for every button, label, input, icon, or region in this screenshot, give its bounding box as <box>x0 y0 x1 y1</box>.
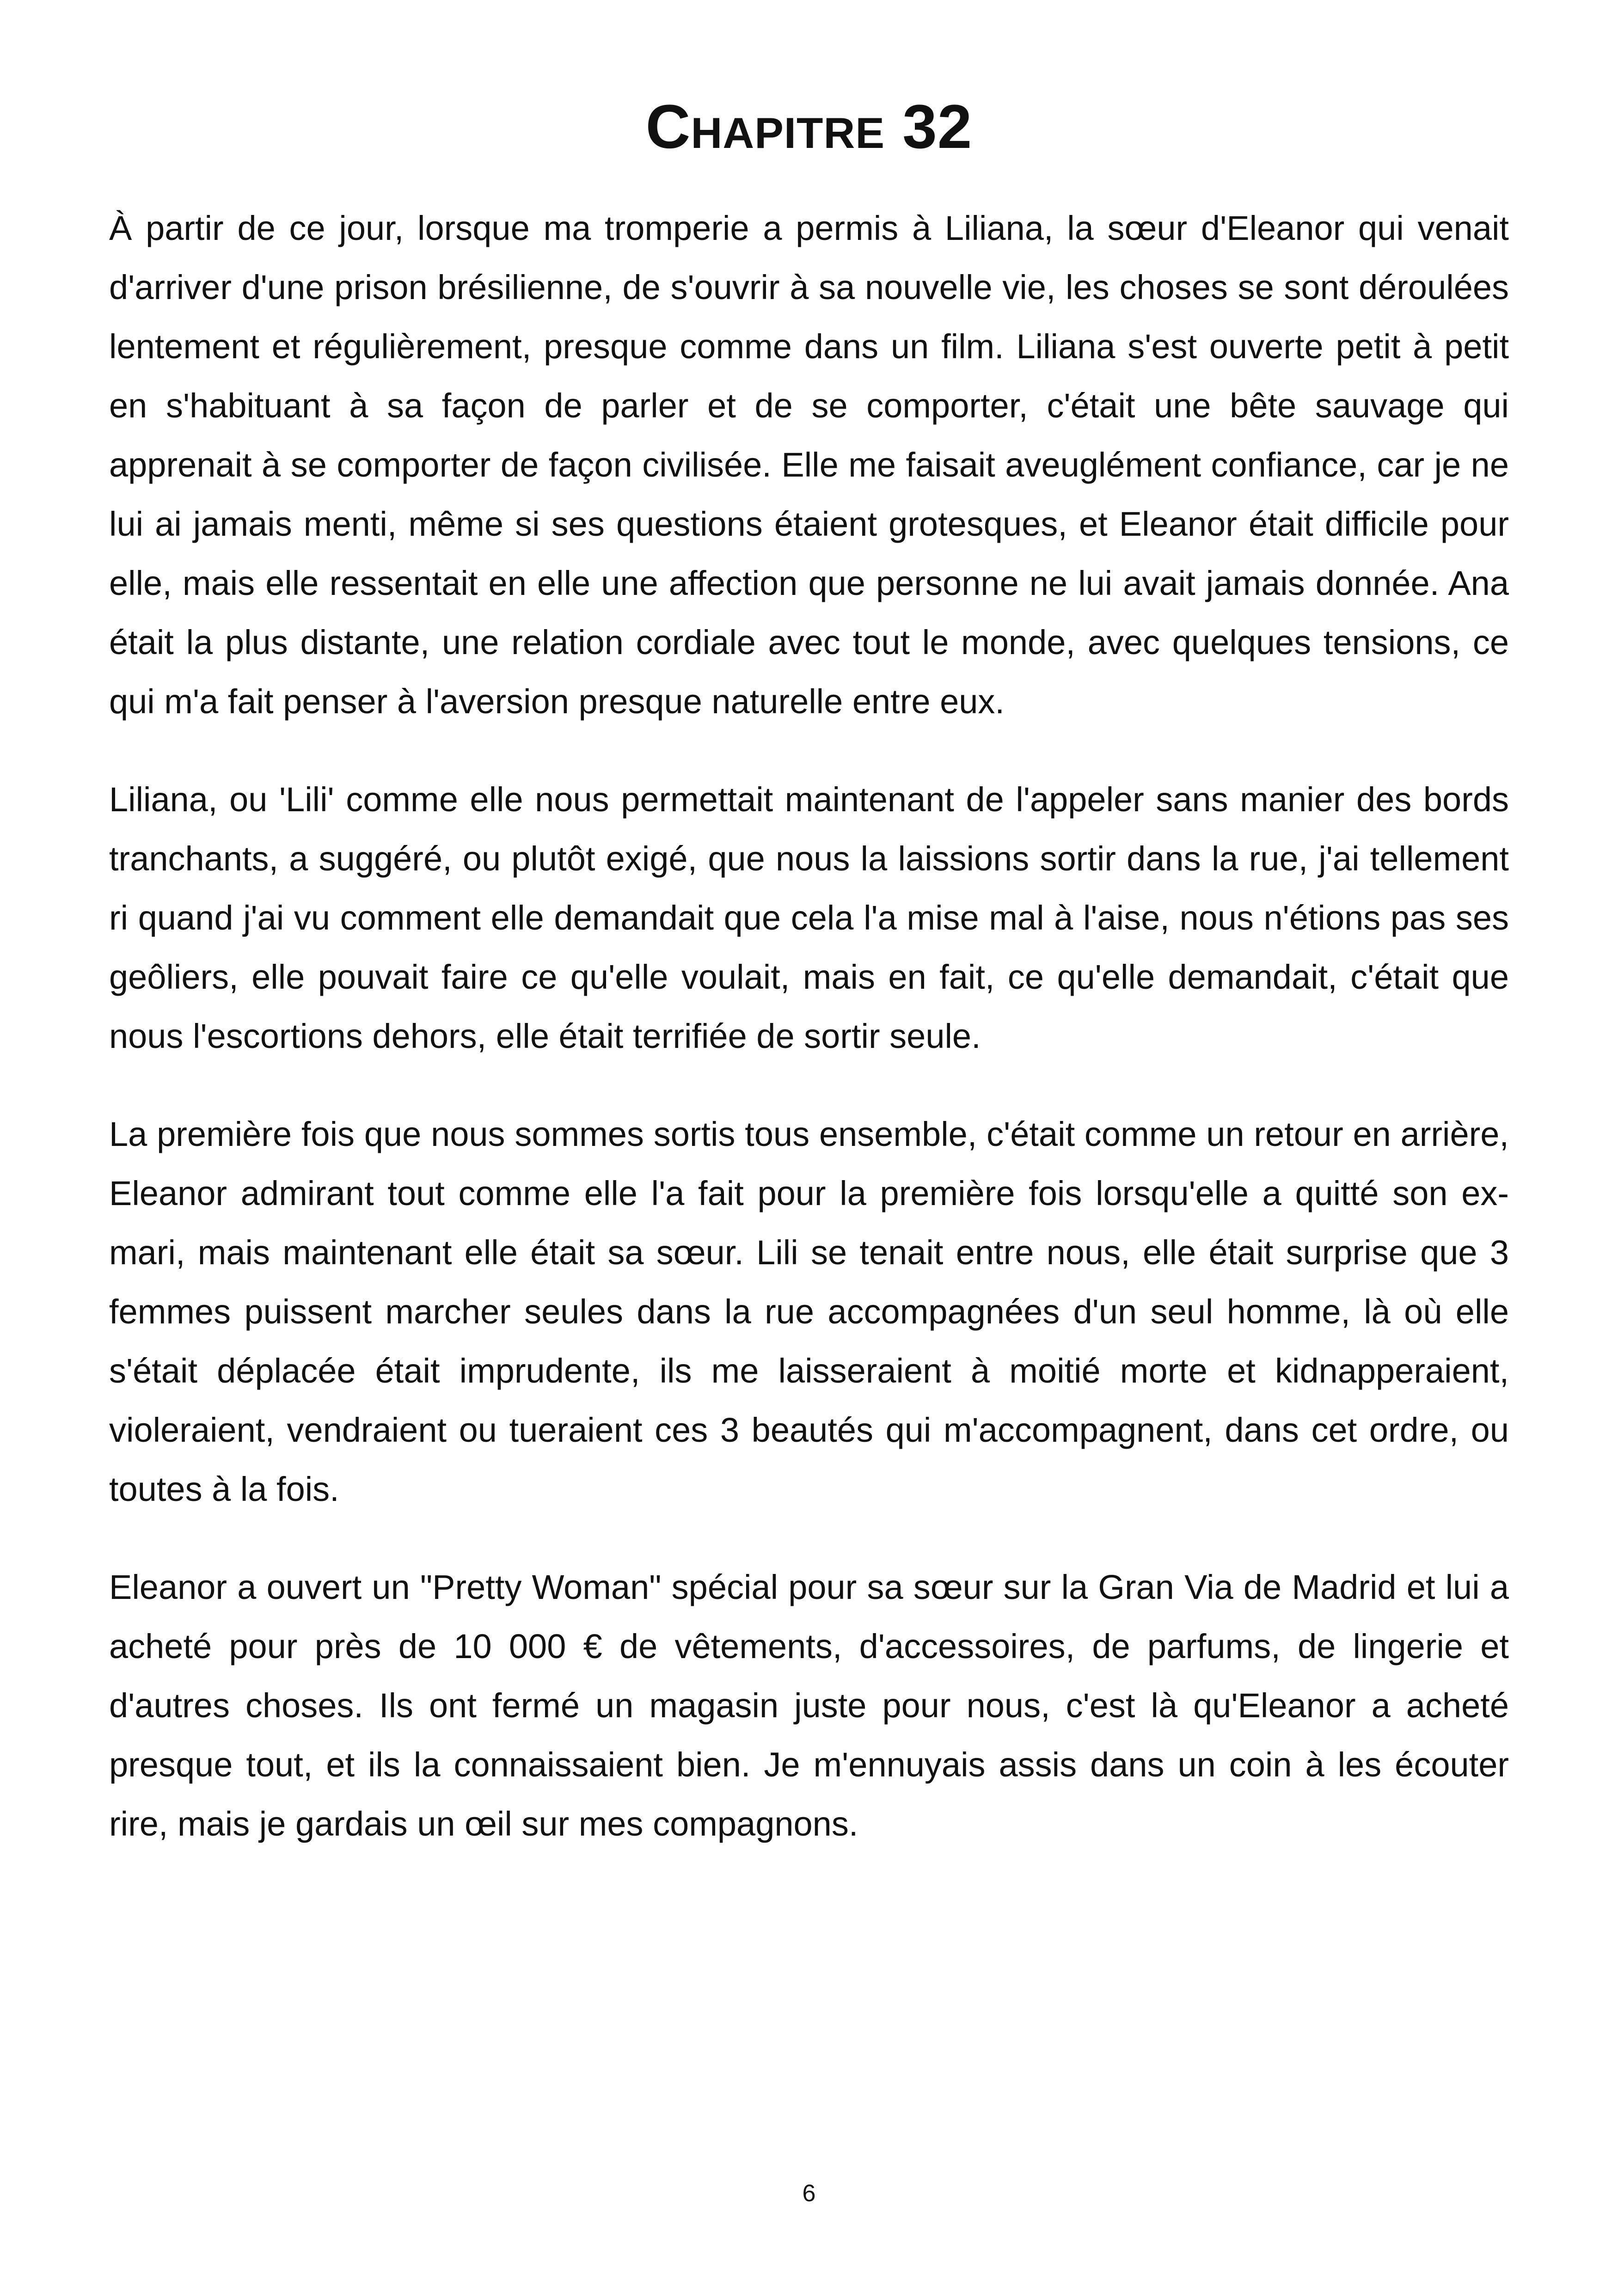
paragraph-1: À partir de ce jour, lorsque ma tromperie a permis à Liliana, la sœur d'Eleanor qui venait d'arriver d'une prison brésilienne, de s'ouvrir à sa nouvelle vie, les choses se sont déroulées lentement et régulièrement, presque comme dans un film. Liliana s'est ouverte petit à petit en s'habituant à sa façon de parler et de se comporter, c'était une bête sauvage qui apprenait à se comporter de façon civilisée. Elle me faisait aveuglément confiance, car je ne lui ai jamais menti, même si ses questions étaient grotesques, et Eleanor était difficile pour elle, mais elle ressentait en elle une affection que personne ne lui avait jamais donnée. Ana était la plus distante, une relation cordiale avec tout le monde, avec quelques tensions, ce qui m'a fait penser à l'aversion presque naturelle entre eux. <box>109 209 1509 721</box>
paragraph-4: Eleanor a ouvert un "Pretty Woman" spécial pour sa sœur sur la Gran Via de Madrid et lui a acheté pour près de 10 000 € de vêtements, d'accessoires, de parfums, de lingerie et d'autres choses. Ils ont fermé un magasin juste pour nous, c'est là qu'Eleanor a acheté presque tout, et ils la connaissaient bien. Je m'ennuyais assis dans un coin à les écouter rire, mais je gardais un œil sur mes compagnons. <box>109 1568 1509 1843</box>
chapter-title: Chapitre 32 <box>645 92 973 161</box>
chapter-body <box>109 199 1509 1892</box>
paragraph-2: Liliana, ou 'Lili' comme elle nous permettait maintenant de l'appeler sans manier des bords tranchants, a suggéré, ou plutôt exigé, que nous la laissions sortir dans la rue, j'ai tellement ri quand j'ai vu comment elle demandait que cela l'a mise mal à l'aise, nous n'étions pas ses geôliers, elle pouvait faire ce qu'elle voulait, mais en fait, ce qu'elle demandait, c'était que nous l'escortions dehors, elle était terrifiée de sortir seule. <box>109 780 1509 1055</box>
paragraph-3: La première fois que nous sommes sortis tous ensemble, c'était comme un retour en arrière, Eleanor admirant tout comme elle l'a fait pour la première fois lorsqu'elle a quitté son ex-mari, mais maintenant elle était sa sœur. Lili se tenait entre nous, elle était surprise que 3 femmes puissent marcher seules dans la rue accompagnées d'un seul homme, là où elle s'était déplacée était imprudente, ils me laisseraient à moitié morte et kidnapperaient, violeraient, vendraient ou tueraient ces 3 beautés qui m'accompagnent, dans cet ordre, ou toutes à la fois. <box>109 1115 1509 1508</box>
page-number: 6 <box>802 2180 816 2207</box>
